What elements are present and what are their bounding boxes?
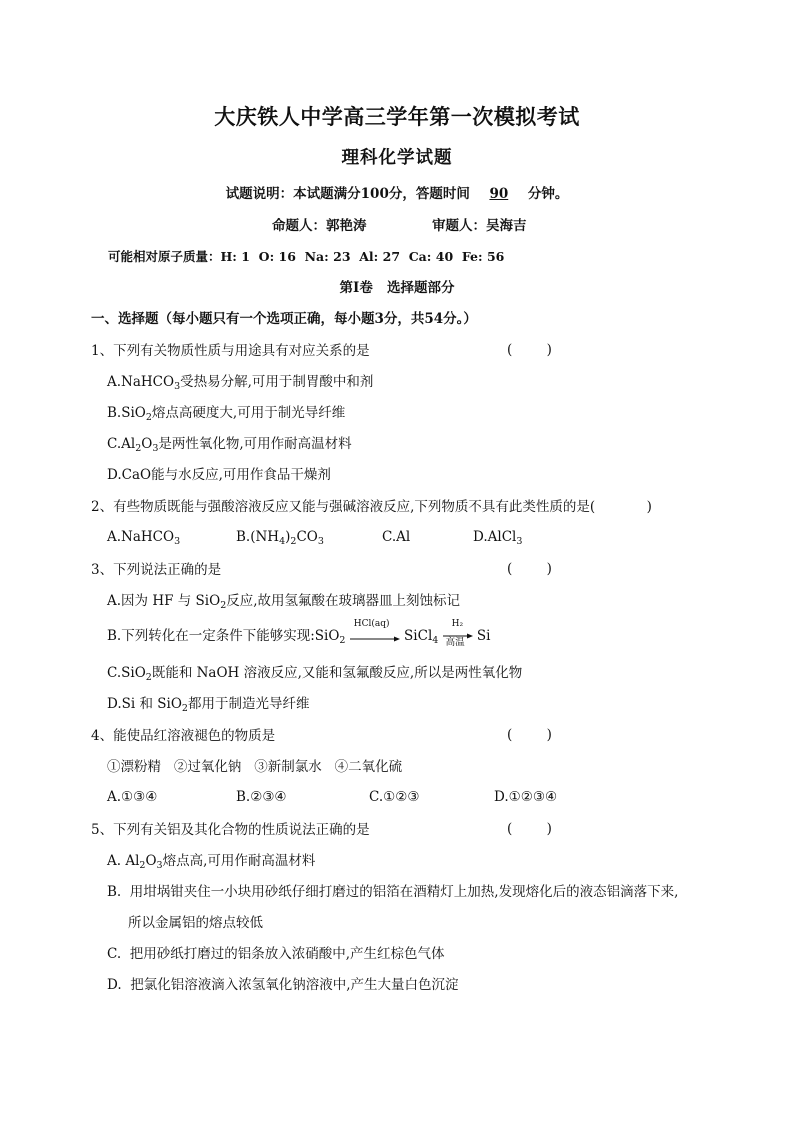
q3-d-pre: D.Si 和 SiO: [107, 696, 182, 712]
q3-c-sub: 2: [145, 672, 152, 683]
instructions-suffix: 分钟。: [527, 186, 569, 202]
q1-a-post: 受热易分解,可用于制胃酸中和剂: [180, 374, 374, 390]
q3-b-post: Si: [476, 628, 491, 644]
q3-reaction-arrow-1: [350, 618, 400, 646]
q3-d-sub: 2: [181, 703, 188, 714]
q5-a-sub1: 2: [139, 860, 146, 871]
q2-a-sub: 3: [174, 536, 181, 547]
q3-arrow2-bottom: 高温: [445, 636, 465, 648]
q2-a-pre: A.NaHCO: [107, 529, 175, 545]
q5-stem: 5、下列有关铝及其化合物的性质说法正确的是: [91, 822, 370, 838]
q1-option-a: [107, 373, 373, 391]
q2-option-b: [236, 529, 324, 545]
q1-b-sub: 2: [145, 412, 152, 423]
atomic-masses: 可能相对原子质量：H: 1 O: 16 Na: 23 Al: 27 Ca: 40 Fe: 56: [108, 249, 505, 264]
q1-c-mid: O: [141, 436, 153, 452]
q5-a-sub2: 3: [156, 860, 163, 871]
q4-answer-bracket: ( ): [507, 727, 552, 743]
q4-option-c: C.①②③: [369, 789, 420, 805]
q2-option-d: [473, 529, 522, 545]
q1-a-pre: A.NaHCO: [107, 374, 175, 390]
q1-answer-bracket: ( ): [507, 342, 552, 358]
q3-c-pre: C.SiO: [107, 665, 146, 681]
q3-answer-bracket: ( ): [507, 561, 552, 577]
q3-arrow2-top: H₂: [451, 618, 464, 629]
exam-title: 大庆铁人中学高三学年第一次模拟考试: [214, 104, 580, 129]
q5-a-post: 熔点高,可用作耐高温材料: [162, 853, 316, 869]
q2-stem: 2、有些物质既能与强酸溶液反应又能与强碱溶液反应,下列物质不具有此类性质的是( ): [91, 499, 652, 515]
q3-option-d: [107, 695, 309, 713]
q4-option-b: B.②③④: [236, 789, 287, 805]
q5-answer-bracket: ( ): [507, 821, 552, 837]
q3-a-sub: 2: [220, 600, 227, 611]
right-arrow-icon: [350, 628, 400, 646]
q1-option-b: [107, 404, 345, 422]
q2-option-a: [107, 529, 180, 545]
q1-c-post: 是两性氧化物,可用作耐高温材料: [158, 436, 352, 452]
q3-b-mid: SiCl: [404, 628, 433, 644]
q1-option-d: D.CaO能与水反应,可用作食品干燥剂: [107, 467, 331, 483]
q4-stem: 4、能使品红溶液褪色的物质是: [91, 728, 276, 744]
q5-a-pre: A. Al: [107, 853, 140, 869]
q5-option-d: D. 把氯化铝溶液滴入浓氢氧化钠溶液中,产生大量白色沉淀: [107, 977, 459, 993]
q2-d-sub: 3: [516, 536, 523, 547]
reviewer-label: 审题人：吴海吉: [432, 218, 527, 234]
q1-b-post: 熔点高硬度大,可用于制光导纤维: [151, 405, 346, 421]
q2-b-sub1: 4: [279, 536, 286, 547]
q1-option-c: [107, 435, 352, 453]
q1-c-pre: C.Al: [107, 436, 136, 452]
q5-option-b-line2: 所以金属铝的熔点较低: [128, 915, 263, 931]
q2-b-sub2: 2: [290, 536, 297, 547]
exam-subtitle: 理科化学试题: [341, 148, 453, 168]
section-title: 第Ⅰ卷 选择题部分: [339, 280, 455, 296]
q4-items: ①漂粉精 ②过氧化钠 ③新制氯水 ④二氧化硫: [107, 759, 403, 775]
q3-stem: 3、下列说法正确的是: [91, 562, 222, 578]
q2-b-post: CO: [296, 529, 318, 545]
q4-option-a: A.①③④: [107, 789, 158, 805]
q3-b-sub: 2: [339, 635, 346, 646]
q2-b-mid: ): [285, 529, 291, 545]
part1-heading: 一、选择题（每小题只有一个选项正确，每小题3分，共54分。）: [91, 311, 477, 327]
q3-arrow1-label: HCl(aq): [353, 618, 390, 629]
q1-c-sub2: 3: [152, 443, 159, 454]
q3-b-pre: B.下列转化在一定条件下能够实现:SiO: [107, 628, 340, 644]
q3-a-post: 反应,故用氢氟酸在玻璃器皿上刻蚀标记: [226, 593, 461, 609]
q3-c-post: 既能和 NaOH 溶液反应,又能和氢氟酸反应,所以是两性氧化物: [151, 665, 523, 681]
q5-option-c: C. 把用砂纸打磨过的铝条放入浓硝酸中,产生红棕色气体: [107, 946, 445, 962]
q3-option-a: [107, 592, 460, 610]
author-label: 命题人：郭艳涛: [272, 218, 367, 234]
instructions-time: 90: [489, 186, 509, 202]
q4-option-d: D.①②③④: [494, 789, 558, 805]
q3-option-b: [107, 618, 491, 648]
q2-d-pre: D.AlCl: [473, 529, 517, 545]
q1-c-sub1: 2: [135, 443, 142, 454]
q1-b-pre: B.SiO: [107, 405, 146, 421]
q2-option-c: C.Al: [382, 529, 411, 545]
q3-a-pre: A.因为 HF 与 SiO: [107, 593, 221, 609]
instructions-prefix: 试题说明：本试题满分100分，答题时间: [225, 186, 470, 202]
q5-option-a: [107, 852, 315, 870]
q5-a-mid: O: [145, 853, 157, 869]
q3-reaction-arrow-2: [443, 618, 473, 648]
q3-option-c: [107, 664, 522, 682]
q1-stem: 1、下列有关物质性质与用途具有对应关系的是: [91, 343, 370, 359]
q2-b-pre: B.(NH: [236, 529, 280, 545]
q2-b-sub3: 3: [317, 536, 324, 547]
exam-instructions: [0, 185, 794, 203]
q3-b-sub2: 4: [432, 635, 439, 646]
q1-a-sub: 3: [174, 381, 181, 392]
q3-d-post: 都用于制造光导纤维: [187, 696, 310, 712]
q5-option-b-line1: B. 用坩埚钳夹住一小块用砂纸仔细打磨过的铝箔在酒精灯上加热,发现熔化后的液态铝滴落下来,: [107, 884, 679, 900]
